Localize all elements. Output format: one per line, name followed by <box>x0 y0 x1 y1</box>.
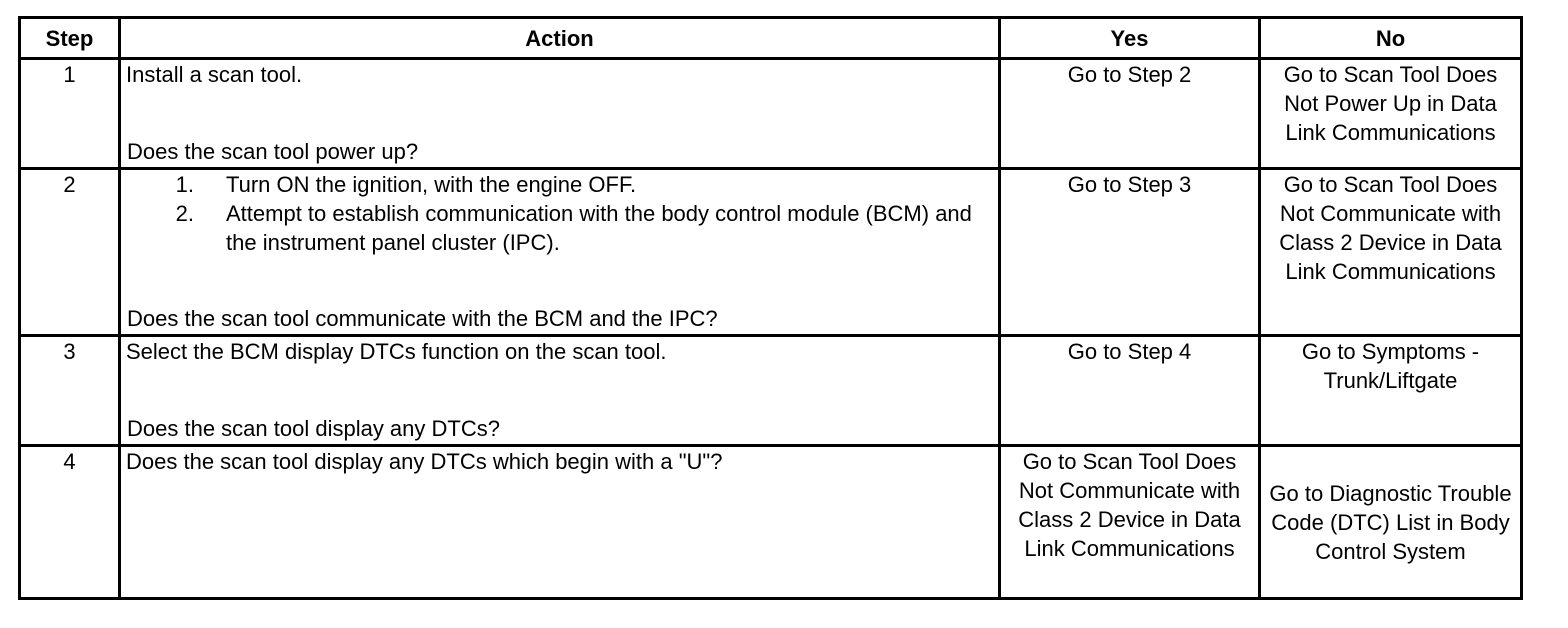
no-cell: Go to Symptoms - Trunk/Liftgate <box>1260 336 1522 446</box>
table-row <box>20 59 1522 169</box>
action-text: Install a scan tool. <box>126 62 303 87</box>
table-row <box>20 169 1522 336</box>
header-row <box>20 18 1522 59</box>
action-item-text: Turn ON the ignition, with the engine OFF. <box>226 172 637 197</box>
action-question: Does the scan tool communicate with the BCM and the IPC? <box>127 306 718 331</box>
header-step: Step <box>20 18 120 59</box>
yes-cell: Go to Step 2 <box>1000 59 1260 169</box>
no-cell: Go to Scan Tool Does Not Communicate with Class 2 Device in Data Link Communications <box>1260 169 1522 336</box>
header-no: No <box>1260 18 1522 59</box>
action-cell <box>120 446 1000 599</box>
no-cell: Go to Scan Tool Does Not Power Up in Data Link Communications <box>1260 59 1522 169</box>
table-row <box>20 446 1522 599</box>
table-row <box>20 336 1522 446</box>
action-cell <box>120 336 1000 446</box>
action-cell <box>120 59 1000 169</box>
step-number: 2 <box>20 169 120 336</box>
diagnostic-table <box>18 16 1523 600</box>
action-question: Does the scan tool display any DTCs? <box>127 416 500 441</box>
header-yes: Yes <box>1000 18 1260 59</box>
no-cell: Go to Diagnostic Trouble Code (DTC) List in Body Control System <box>1260 446 1522 599</box>
action-item-number: 2. <box>175 201 194 226</box>
yes-cell: Go to Step 4 <box>1000 336 1260 446</box>
action-list-item <box>126 170 993 199</box>
step-number: 1 <box>20 59 120 169</box>
header-action: Action <box>120 18 1000 59</box>
action-question: Does the scan tool display any DTCs which begin with a "U"? <box>126 449 723 474</box>
action-list <box>126 170 993 257</box>
yes-cell: Go to Scan Tool Does Not Communicate with Class 2 Device in Data Link Communications <box>1000 446 1260 599</box>
step-number: 3 <box>20 336 120 446</box>
action-cell <box>120 169 1000 336</box>
action-question: Does the scan tool power up? <box>127 139 419 164</box>
action-list-item <box>126 199 993 257</box>
action-item-number: 1. <box>175 172 194 197</box>
action-item-text: Attempt to establish communication with the body control module (BCM) and the instrument panel cluster (IPC). <box>226 201 972 255</box>
yes-cell: Go to Step 3 <box>1000 169 1260 336</box>
action-text: Select the BCM display DTCs function on the scan tool. <box>126 339 667 364</box>
step-number: 4 <box>20 446 120 599</box>
